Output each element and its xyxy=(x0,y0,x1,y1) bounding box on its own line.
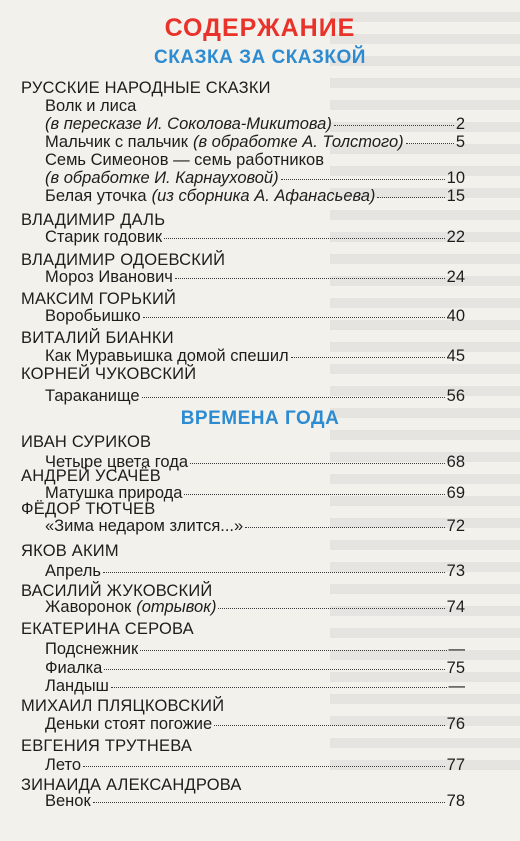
entry-title: Лето xyxy=(45,756,82,774)
dot-leader xyxy=(140,650,446,651)
toc-entry[interactable] xyxy=(45,268,465,287)
entry-page: 72 xyxy=(446,517,465,535)
toc-entry[interactable] xyxy=(45,133,465,152)
author-name: МАКСИМ ГОРЬКИЙ xyxy=(21,290,177,308)
dot-leader xyxy=(281,179,445,180)
entry-note: (из сборника А. Афанасьева) xyxy=(151,187,376,205)
toc-entry[interactable] xyxy=(45,715,465,734)
toc-entry[interactable] xyxy=(45,562,465,581)
entry-title: Старик годовик xyxy=(45,228,163,246)
entry-title: «Зима недаром злится...» xyxy=(45,517,244,535)
entry-title: Белая уточка xyxy=(45,187,147,205)
toc-entry[interactable] xyxy=(45,517,465,536)
entry-page: 40 xyxy=(446,307,465,325)
toc-entry[interactable] xyxy=(45,659,465,678)
dot-leader xyxy=(93,802,445,803)
toc-entry[interactable] xyxy=(45,97,465,116)
toc-entry[interactable] xyxy=(45,151,465,170)
dot-leader xyxy=(406,143,454,144)
entry-title: (в пересказе И. Соколова-Микитова) xyxy=(45,115,332,133)
entry-title: Четыре цвета года xyxy=(45,453,189,471)
entry-page: 22 xyxy=(446,228,465,246)
toc-entry[interactable] xyxy=(45,792,465,811)
toc-entry[interactable] xyxy=(45,756,465,775)
entry-title: Жаворонок xyxy=(45,598,132,616)
entry-page: 5 xyxy=(455,133,465,151)
entry-page: 68 xyxy=(446,453,465,471)
dot-leader xyxy=(245,527,444,528)
entry-title: Фиалка xyxy=(45,659,103,677)
entry-page: 73 xyxy=(446,562,465,580)
entry-page: 74 xyxy=(446,598,465,616)
entry-title: Матушка природа xyxy=(45,484,183,502)
dot-leader xyxy=(83,766,445,767)
entry-page: 76 xyxy=(446,715,465,733)
dot-leader xyxy=(291,357,445,358)
author-name: ЯКОВ АКИМ xyxy=(21,542,119,560)
toc-entry[interactable] xyxy=(45,307,465,326)
author-name: ЕВГЕНИЯ ТРУТНЕВА xyxy=(21,737,193,755)
author-name: ВИТАЛИЙ БИАНКИ xyxy=(21,329,174,347)
entry-title: Деньки стоят погожие xyxy=(45,715,213,733)
author-name: ЕКАТЕРИНА СЕРОВА xyxy=(21,620,194,638)
toc-entry[interactable] xyxy=(45,169,465,188)
entry-page: 2 xyxy=(455,115,465,133)
entry-title: Тараканище xyxy=(45,387,140,405)
author-name: КОРНЕЙ ЧУКОВСКИЙ xyxy=(21,365,197,383)
entry-title: Семь Симеонов — семь работников xyxy=(45,151,324,169)
entry-page: — xyxy=(448,677,465,695)
dot-leader xyxy=(334,125,454,126)
author-name: АНДРЕЙ УСАЧЁВ xyxy=(21,467,161,485)
entry-page: 45 xyxy=(446,347,465,365)
author-name: ФЁДОР ТЮТЧЕВ xyxy=(21,500,156,518)
author-name: ВЛАДИМИР ДАЛЬ xyxy=(21,211,166,229)
entry-title: (в обработке И. Карнауховой) xyxy=(45,169,279,187)
entry-page: 75 xyxy=(446,659,465,677)
dot-leader xyxy=(143,317,445,318)
entry-note: (в обработке А. Толстого) xyxy=(192,133,404,151)
dot-leader xyxy=(218,608,444,609)
toc-entry[interactable] xyxy=(45,347,465,366)
entry-page: 24 xyxy=(446,268,465,286)
entry-title: Воробьишко xyxy=(45,307,141,325)
toc-entry[interactable] xyxy=(45,187,465,206)
toc-entry[interactable] xyxy=(45,228,465,247)
dot-leader xyxy=(190,463,445,464)
dot-leader xyxy=(103,572,445,573)
toc-entry[interactable] xyxy=(45,640,465,659)
dot-leader xyxy=(111,687,447,688)
author-name: ЗИНАИДА АЛЕКСАНДРОВА xyxy=(21,776,242,794)
entry-page: 78 xyxy=(446,792,465,810)
entry-title: Подснежник xyxy=(45,640,139,658)
entry-note: (отрывок) xyxy=(136,598,217,616)
author-name: ВАСИЛИЙ ЖУКОВСКИЙ xyxy=(21,582,213,600)
dot-leader xyxy=(104,669,444,670)
toc-entry[interactable] xyxy=(45,677,465,696)
author-name: ВЛАДИМИР ОДОЕВСКИЙ xyxy=(21,251,226,269)
section-title: СКАЗКА ЗА СКАЗКОЙ xyxy=(154,47,366,68)
toc-entry[interactable] xyxy=(45,115,465,134)
page-title: СОДЕРЖАНИЕ xyxy=(164,14,356,42)
dot-leader xyxy=(175,278,445,279)
entry-page: 69 xyxy=(446,484,465,502)
author-name: ИВАН СУРИКОВ xyxy=(21,433,152,451)
entry-title: Мальчик с пальчик xyxy=(45,133,188,151)
dot-leader xyxy=(142,397,445,398)
dot-leader xyxy=(164,238,445,239)
entry-page: 15 xyxy=(446,187,465,205)
entry-page: 77 xyxy=(446,756,465,774)
dot-leader xyxy=(184,494,444,495)
entry-page: 56 xyxy=(446,387,465,405)
entry-page: — xyxy=(448,640,465,658)
dot-leader xyxy=(377,197,444,198)
toc-entry[interactable] xyxy=(45,387,465,406)
entry-title: Как Муравьишка домой спешил xyxy=(45,347,289,365)
dot-leader xyxy=(214,725,444,726)
entry-title: Апрель xyxy=(45,562,101,580)
entry-page: 10 xyxy=(446,169,465,187)
section-title: ВРЕМЕНА ГОДА xyxy=(180,408,340,429)
author-name: МИХАИЛ ПЛЯЦКОВСКИЙ xyxy=(21,697,225,715)
entry-title: Мороз Иванович xyxy=(45,268,173,286)
toc-entry[interactable] xyxy=(45,598,465,617)
entry-title: Венок xyxy=(45,792,91,810)
entry-title: Волк и лиса xyxy=(45,97,137,115)
author-name: РУССКИЕ НАРОДНЫЕ СКАЗКИ xyxy=(21,79,271,97)
entry-title: Ландыш xyxy=(45,677,109,695)
